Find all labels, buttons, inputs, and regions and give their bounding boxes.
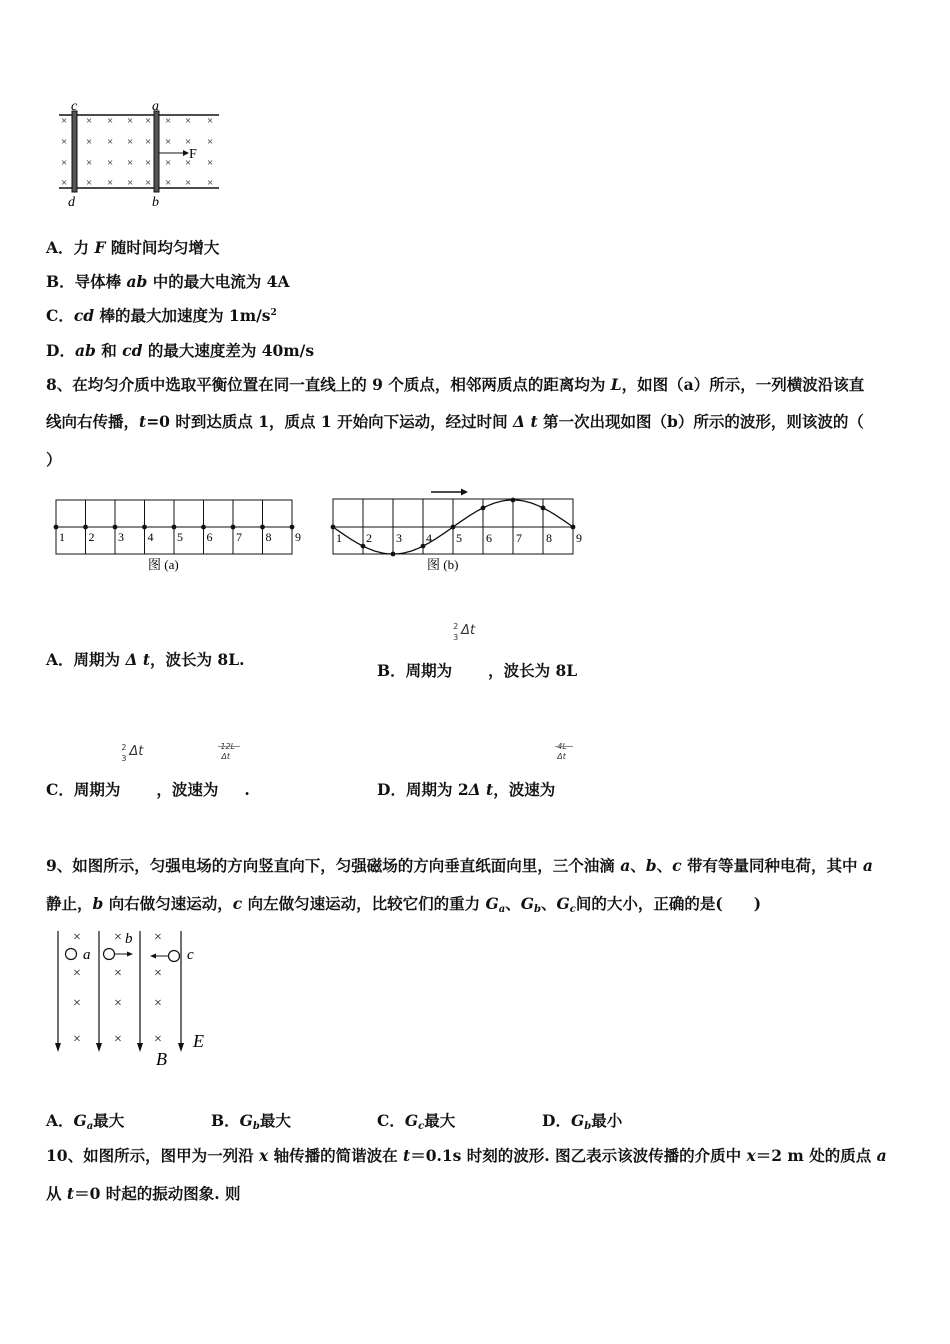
particle-dot — [54, 525, 59, 530]
field-cross: × — [107, 177, 114, 189]
field-cross: × — [207, 115, 214, 127]
label-a: a — [152, 99, 159, 114]
particle-dot — [231, 525, 236, 530]
particle-label: 7 — [516, 531, 522, 545]
period-fraction-b: 2 3 Δt — [453, 622, 476, 642]
field-cross: × — [145, 115, 152, 127]
q10-stem-line2: 从 t＝0 时起的振动图象. 则 — [46, 1184, 241, 1203]
q9-option-d: D．$G_b$最小 — [542, 1111, 623, 1132]
particle-label: 9 — [576, 531, 582, 545]
particle-label: 3 — [118, 530, 124, 544]
particle-dot — [260, 525, 265, 530]
droplet-c-label: c — [187, 947, 194, 963]
field-cross: × — [127, 136, 134, 148]
b-field-cross: × — [73, 966, 81, 981]
field-cross: × — [207, 157, 214, 169]
particle-label: 1 — [59, 530, 65, 544]
field-cross: × — [127, 177, 134, 189]
label-d: d — [68, 195, 75, 210]
fields-droplets-figure — [50, 925, 220, 1073]
q7-option-b: B．导体棒 ab 中的最大电流为 4A — [46, 272, 290, 291]
particle-label: 9 — [295, 530, 301, 544]
label-E: E — [193, 1031, 204, 1051]
rod-ab — [154, 111, 159, 192]
field-cross: × — [107, 115, 114, 127]
droplet-b-label: b — [125, 931, 133, 947]
period-fraction-c: 2 3 Δt — [121, 743, 144, 763]
speed-fraction-c: $\frac{12L}{\Delta t}$ — [218, 741, 244, 771]
field-cross: × — [165, 136, 172, 148]
field-cross: × — [145, 157, 152, 169]
q9-option-b: B．$G_b$最大 — [211, 1111, 291, 1132]
q10-stem-line1: 10、如图所示，图甲为一列沿 x 轴传播的简谐波在 t＝0.1s 时刻的波形. 图乙表示该波传播的介质中 x＝2 m 处的质点 a — [46, 1146, 887, 1165]
q8-option-b: B．周期为 2 3 Δt ，波长为 8L — [377, 622, 578, 680]
b-field-cross: × — [73, 996, 81, 1011]
field-cross: × — [61, 157, 68, 169]
field-cross: × — [86, 157, 93, 169]
droplet-a — [66, 949, 77, 960]
b-field-cross: × — [154, 966, 162, 981]
field-cross: × — [127, 115, 134, 127]
direction-arrowhead — [461, 489, 468, 496]
particle-label: 8 — [265, 530, 272, 544]
rails-rods-figure — [55, 98, 225, 210]
field-cross: × — [86, 115, 93, 127]
particle-label: 7 — [236, 530, 242, 544]
grid-b — [331, 498, 582, 557]
droplet-a-label: a — [83, 947, 91, 963]
b-field-cross: × — [154, 1032, 162, 1047]
q7-option-c: C．cd 棒的最大加速度为 $1m/s^2$ — [46, 306, 277, 325]
field-cross: × — [61, 177, 68, 189]
caption-a: 图 (a) — [148, 557, 179, 572]
q9-option-c: C．$G_c$最大 — [377, 1111, 456, 1132]
e-field-arrowhead — [55, 1043, 61, 1052]
grid-a — [54, 500, 301, 554]
q8-option-a: A．周期为 Δ t，波长为 8L. — [46, 650, 245, 669]
particle-dot — [142, 525, 147, 530]
e-field-arrowhead — [137, 1043, 143, 1052]
e-field-arrowhead — [178, 1043, 184, 1052]
b-field-cross: × — [114, 1032, 122, 1047]
b-field-cross: × — [73, 1032, 81, 1047]
field-cross: × — [185, 177, 192, 189]
b-field-cross: × — [114, 996, 122, 1011]
b-field-cross: × — [73, 930, 81, 945]
field-cross: × — [86, 177, 93, 189]
field-cross: × — [107, 157, 114, 169]
field-cross: × — [145, 177, 152, 189]
field-cross: × — [61, 115, 68, 127]
particle-label: 4 — [426, 531, 432, 545]
particle-label: 1 — [336, 531, 342, 545]
q8-stem-line1: 8、在均匀介质中选取平衡位置在同一直线上的 9 个质点，相邻两质点的距离均为 L，如图（a）所示，一列横波沿该直 — [46, 375, 865, 394]
droplet-b — [104, 949, 115, 960]
droplet-c — [169, 951, 180, 962]
q9-option-a: A．$G_a$最大 — [46, 1111, 125, 1132]
b-field-cross: × — [154, 996, 162, 1011]
label-b: b — [152, 195, 159, 210]
label-F: F — [189, 147, 197, 162]
particle-dot — [172, 525, 177, 530]
q9-stem-line2: 静止，b 向右做匀速运动，c 向左做匀速运动，比较它们的重力 $G_a$、$G_b$、$G_c$间的大小，正确的是( ) — [46, 894, 762, 915]
wave-figure-b — [325, 484, 595, 577]
particle-label: 6 — [486, 531, 492, 545]
field-cross: × — [127, 157, 134, 169]
q7-option-d: D．ab 和 cd 的最大速度差为 40m/s — [46, 341, 315, 360]
particle-dot — [113, 525, 118, 530]
particle-dot — [290, 525, 295, 530]
field-cross: × — [86, 136, 93, 148]
field-cross: × — [207, 136, 214, 148]
q7-option-a: A．力 F 随时间均匀增大 — [46, 238, 220, 257]
particle-dot — [201, 525, 206, 530]
q8-option-d: D．周期为 2Δ t，波速为 $\frac{4L}{\Delta t}$ — [377, 741, 577, 774]
particle-label: 3 — [396, 531, 402, 545]
field-cross: × — [145, 136, 152, 148]
speed-fraction-d: $\frac{4L}{\Delta t}$ — [555, 741, 577, 771]
rod-cd — [72, 111, 77, 192]
q9-stem-line1: 9、如图所示，匀强电场的方向竖直向下，匀强磁场的方向垂直纸面向里，三个油滴 a、b、c 带有等量同种电荷，其中 a — [46, 856, 873, 875]
q8-stem-line3: ） — [46, 450, 62, 469]
field-cross: × — [185, 157, 192, 169]
label-c: c — [71, 99, 78, 114]
field-cross: × — [165, 115, 172, 127]
particle-label: 8 — [546, 531, 552, 545]
b-field-cross: × — [114, 930, 122, 945]
b-field-cross: × — [114, 966, 122, 981]
particle-label: 5 — [177, 530, 183, 544]
particle-label: 6 — [206, 530, 213, 544]
particle-label: 4 — [147, 530, 154, 544]
b-field-cross: × — [154, 930, 162, 945]
field-cross: × — [207, 177, 214, 189]
particle-label: 2 — [366, 531, 372, 545]
caption-b: 图 (b) — [427, 557, 459, 572]
droplet-b-arrowhead — [127, 952, 133, 957]
field-cross: × — [165, 177, 172, 189]
particle-label: 2 — [88, 530, 95, 544]
field-cross: × — [185, 115, 192, 127]
field-cross: × — [61, 136, 68, 148]
wave-figure-a — [50, 495, 315, 577]
particle-dot — [83, 525, 88, 530]
particle-label: 5 — [456, 531, 462, 545]
q8-stem-line2: 线向右传播，t=0 时到达质点 1，质点 1 开始向下运动，经过时间 Δ t 第一次出现如图（b）所示的波形，则该波的（ — [46, 412, 864, 431]
droplet-c-arrowhead — [150, 954, 156, 959]
field-cross: × — [107, 136, 114, 148]
q8-option-c: C．周期为 2 3 Δt ，波速为 $\frac{12L}{\Delta t}$ . — [46, 742, 250, 799]
field-cross: × — [165, 157, 172, 169]
label-B: B — [156, 1049, 167, 1069]
field-cross: × — [185, 136, 192, 148]
e-field-arrowhead — [96, 1043, 102, 1052]
